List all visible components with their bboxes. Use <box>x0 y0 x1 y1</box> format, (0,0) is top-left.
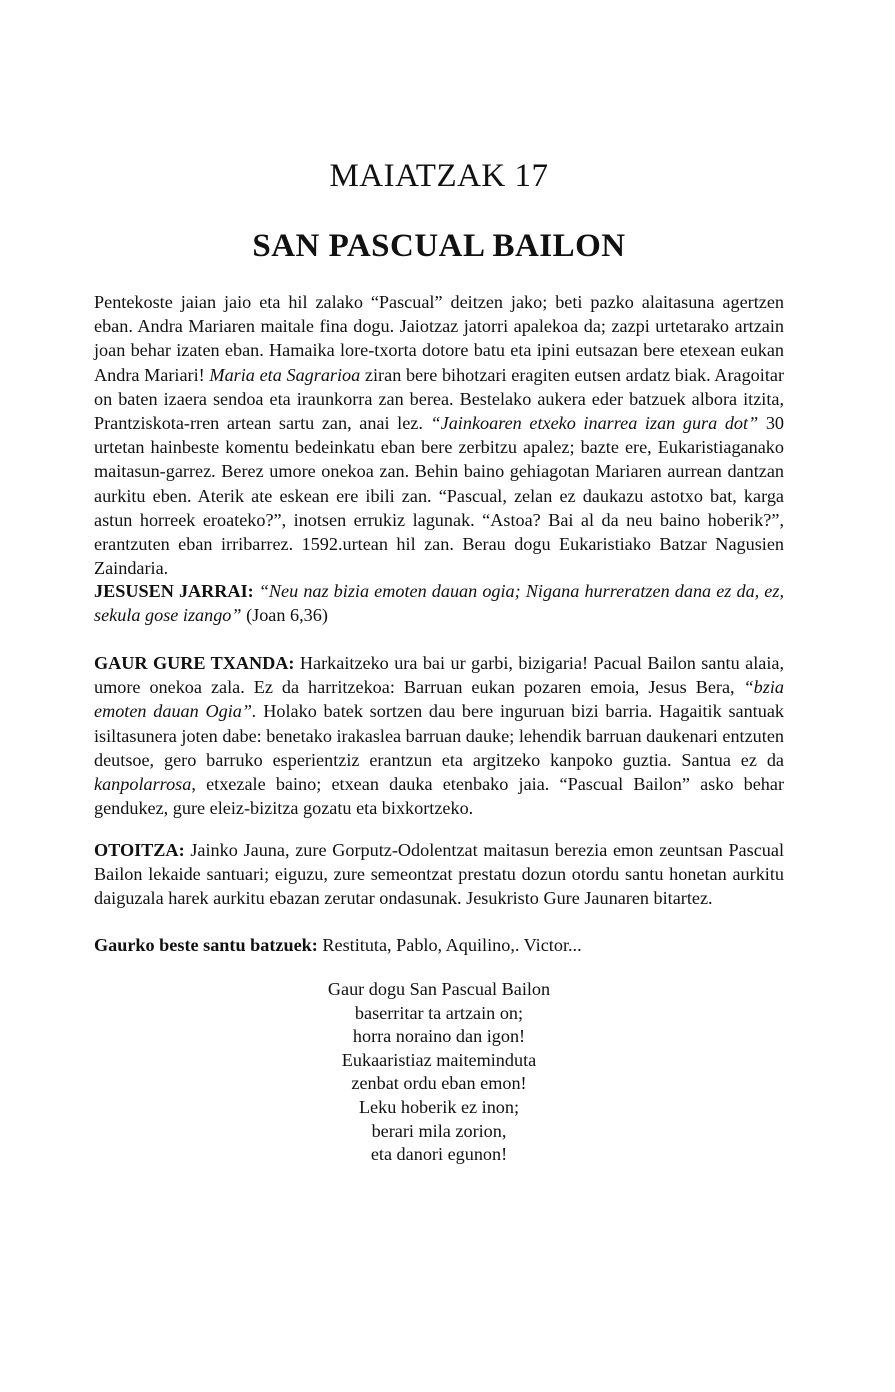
our-turn-paragraph <box>94 651 784 820</box>
poem-line: Leku hoberik ez inon; <box>358 1096 520 1117</box>
saint-heading: SAN PASCUAL BAILON <box>252 228 626 264</box>
poem-line: berari mila zorion, <box>371 1120 507 1141</box>
prayer-label: OTOITZA: <box>94 840 185 860</box>
poem-line: baserritar ta artzain on; <box>354 1002 524 1023</box>
poem-line: Gaur dogu San Pascual Bailon <box>327 979 551 999</box>
poem <box>94 978 784 1167</box>
bio-text-2: ziran bere bihotzari eragiten eutsen ardatz biak. Aragoitar on baten izaera sendoa eta iraunkorra zan berea. Bestelako aukera eder batzuek albora itzita, Prantziskota-rren artean sartu zan, anai lez. <box>94 364 784 434</box>
poem-line: horra noraino dan igon! <box>352 1026 526 1047</box>
poem-line: zenbat ordu eban emon! <box>351 1073 527 1094</box>
date-heading: MAIATZAK 17 <box>329 158 549 194</box>
bio-text-3: 30 urtetan hainbeste komentu bedeinkatu eban bere zerbitzu apalez; bazte ere, Eukaristiaganako maitasun-garrez. Berez umore onekoa zan. Behin baino gehiagotan Mariaren aurrean dantzan aurkitu eben. Aterik ate eskean ere ibili zan. “Pascual, zelan ez daukazu astotxo bat, karga astun horreek eroateko?”, inotsen errukiz lagunak. “Astoa? Bai al da neu baino hoberik?”, erantzuten eban irribarrez. 1592.urtean hil zan. Berau dogu Eukaristiako Batzar Nagusien Zaindaria. <box>94 413 785 579</box>
others-text: Restituta, Pablo, Aquilino,. Victor... <box>317 935 582 955</box>
bio-italic-1: Maria eta Sagrarioa <box>209 364 361 385</box>
today-label: GAUR GURE TXANDA: <box>94 653 295 673</box>
today-italic-2: kanpolarrosa <box>94 774 192 795</box>
prayer-paragraph <box>94 838 784 911</box>
others-label: Gaurko beste santu batzuek: <box>94 935 318 955</box>
bio-italic-2: “Jainkoaren etxeko inarrea izan gura dot” <box>430 413 759 434</box>
today-text-1: Harkaitzeko ura bai ur garbi, bizigaria! Pacual Bailon santu alaia, umore onekoa zala. Ez da harritzekoa: Barruan eukan pozaren emoia, Jesus Bera, <box>94 653 784 698</box>
poem-line: Eukaaristiaz maiteminduta <box>341 1049 537 1070</box>
follow-label: JESUSEN JARRAI: <box>94 581 254 601</box>
follow-reference: (Joan 6,36) <box>241 605 328 626</box>
follow-jesus-paragraph <box>94 579 784 627</box>
today-italic-1: “bzia emoten dauan Ogia”. <box>94 677 784 722</box>
poem-line: eta danori egunon! <box>370 1144 508 1165</box>
prayer-text: Jainko Jauna, zure Gorputz-Odolentzat maitasun berezia emon zeuntsan Pascual Bailon lekaide santuari; eiguzu, zure semeontzat prestatu dozun otordu santu honetan aurkitu daiguzala harek aurkitu ebazan zerutar ondasunak. Jesukristo Gure Jaunaren bitartez. <box>94 840 784 909</box>
today-text-2: Holako batek sortzen dau bere inguruan bizi barria. Hagaitik santuak isiltasunera joten dabe: benetako irakaslea barruan dauke; lehendik barruan daukenari entzuten deutsoe, gero barruko esperientziz erantzun eta argitzeko kanpoko guztia. Santua ez da <box>94 701 784 770</box>
other-saints-paragraph <box>94 933 784 957</box>
today-text-3: , etxezale baino; etxean dauka etenbako jaia. “Pascual Bailon” asko behar gendukez, gure eleiz-bizitza gozatu eta bixkortzeko. <box>94 774 784 819</box>
bio-text-1: Pentekoste jaian jaio eta hil zalako “Pascual” deitzen jako; beti pazko alaitasuna agertzen eban. Andra Mariaren maitale fina dogu. Jaiotzaz jatorri apalekoa da; zazpi urtetarako artzain joan behar izaten eban. Hamaika lore-txorta dotore batu eta ipini eutsazan bere etexean eukan Andra Mariari! <box>94 292 784 385</box>
biography-paragraph <box>94 290 784 580</box>
follow-quote: “Neu naz bizia emoten dauan ogia; Nigana hurreratzen dana ez da, ez, sekula gose izango” <box>94 581 784 626</box>
